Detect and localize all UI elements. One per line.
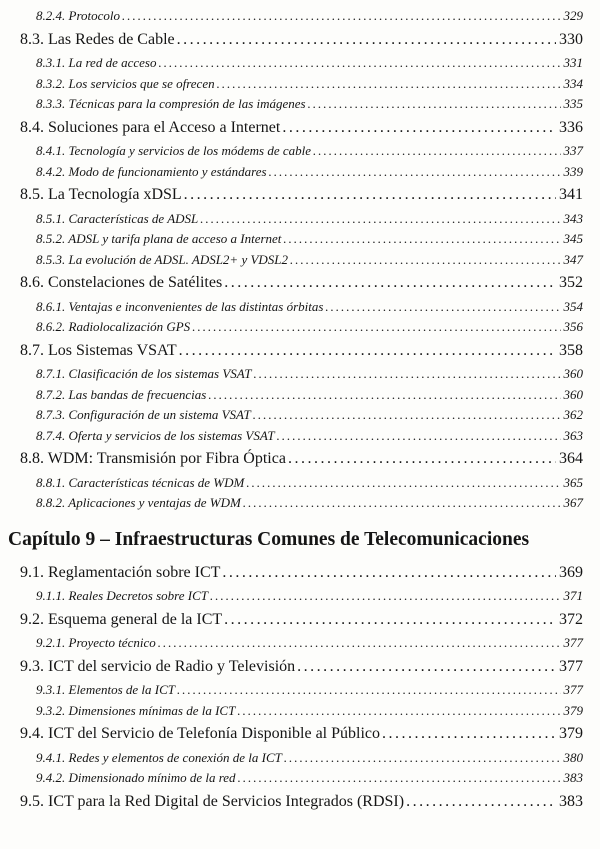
toc-entry-page-number: 379 <box>563 702 583 718</box>
toc-entry <box>8 747 583 768</box>
toc-entry-page-number: 372 <box>559 610 583 628</box>
dot-leader <box>222 563 556 582</box>
dot-leader <box>224 273 556 292</box>
toc-entry <box>8 606 583 633</box>
toc-entry-title: 8.3.1. La red de acceso <box>36 55 157 70</box>
toc-entry-title: 8.4. Soluciones para el Acceso a Internet <box>20 118 281 136</box>
toc-entry <box>8 114 583 141</box>
toc-entry <box>8 249 583 270</box>
dot-leader <box>282 118 556 137</box>
toc-entry-page-number: 356 <box>563 319 583 334</box>
toc-entry <box>8 585 583 606</box>
toc-entry-page-number: 367 <box>563 495 583 510</box>
dot-leader <box>246 475 560 490</box>
toc-entry-page-number: 364 <box>559 450 583 467</box>
toc-entry-title: 8.3.2. Los servicios que se ofrecen <box>36 75 215 91</box>
toc-entry-page-number: 363 <box>563 427 583 443</box>
toc-entry-title: 9.4. ICT del Servicio de Telefonía Disponible al Público <box>20 725 380 742</box>
toc-entry-title: 9.3. ICT del servicio de Radio y Televisión <box>20 657 296 675</box>
toc-entry <box>8 404 583 425</box>
toc-entry-page-number: 369 <box>559 563 583 581</box>
toc-entry-title: 9.5. ICT para la Red Digital de Servicios Integrados (RDSI) <box>20 792 405 810</box>
toc-entry-title: 8.5.3. La evolución de ADSL. ADSL2+ y VDSL2 <box>36 251 289 267</box>
toc-entry-page-number: 339 <box>563 163 583 179</box>
toc-entry-title: 8.8.2. Aplicaciones y ventajas de WDM <box>36 495 241 510</box>
toc-entry-page-number: 383 <box>563 770 583 785</box>
dot-leader <box>200 211 560 226</box>
toc-entry-title: 8.8. WDM: Transmisión por Fibra Óptica <box>20 450 286 467</box>
dot-leader <box>192 319 560 334</box>
toc-entry-title: 8.7. Los Sistemas VSAT <box>20 341 177 359</box>
toc-entry-page-number: 331 <box>563 55 583 70</box>
dot-leader <box>177 30 556 49</box>
dot-leader <box>184 185 556 204</box>
toc-entry-page-number: 377 <box>563 635 583 650</box>
toc-entry-title: 8.6.2. Radiolocalización GPS <box>36 319 191 334</box>
toc-entry <box>8 700 583 721</box>
toc-entry <box>8 363 583 384</box>
toc-entry <box>8 720 583 747</box>
toc-entry-title: 9.4.2. Dimensionado mínimo de la red <box>36 770 236 785</box>
toc-entry-page-number: 380 <box>563 749 583 765</box>
toc-entry <box>8 425 583 446</box>
toc-entry-page-number: 343 <box>563 210 583 226</box>
toc-entry-title: 8.8.1. Características técnicas de WDM <box>36 474 245 490</box>
dot-leader <box>297 657 556 676</box>
toc-entry-page-number: 371 <box>563 588 583 603</box>
toc-entry-page-number: 358 <box>559 341 583 359</box>
toc-entry <box>8 653 583 680</box>
toc-entry-page-number: 377 <box>563 682 583 697</box>
dot-leader <box>122 8 560 23</box>
toc-entry-title: 8.4.1. Tecnología y servicios de los módems de cable <box>36 143 311 158</box>
toc-entry-title: 8.6. Constelaciones de Satélites <box>20 274 223 291</box>
toc-entry-title: 8.7.1. Clasificación de los sistemas VSAT <box>36 366 252 381</box>
toc-entry <box>8 228 583 249</box>
toc-entry-page-number: 345 <box>563 231 583 246</box>
dot-leader <box>158 55 560 70</box>
toc-entry-title: 8.7.2. Las bandas de frecuencias <box>36 386 207 402</box>
chapter-heading: Capítulo 9 – Infraestructuras Comunes de Telecomunicaciones <box>8 528 530 550</box>
toc-entry-title: 8.3.3. Técnicas para la compresión de las imágenes <box>36 96 306 111</box>
toc-entry-page-number: 383 <box>559 792 583 810</box>
toc-entry-page-number: 362 <box>563 407 583 422</box>
toc-entry-page-number: 360 <box>563 386 583 402</box>
toc-entry-title: 8.2.4. Protocolo <box>36 8 121 23</box>
toc-entry-title: 8.7.4. Oferta y servicios de los sistemas VSAT <box>36 427 275 443</box>
toc-entry-title: 8.5. La Tecnología xDSL <box>20 186 182 203</box>
toc-entry <box>8 472 583 493</box>
toc-entry-page-number: 337 <box>563 143 583 158</box>
dot-leader <box>208 387 560 402</box>
dot-leader <box>288 449 556 468</box>
toc-entry-page-number: 329 <box>563 8 583 23</box>
toc-entry-title: 9.1.1. Reales Decretos sobre ICT <box>36 588 208 603</box>
toc-entry <box>8 296 583 317</box>
toc-entry-page-number: 347 <box>563 251 583 267</box>
toc-entry <box>8 445 583 472</box>
dot-leader <box>158 635 561 650</box>
toc-entry-title: 9.2. Esquema general de la ICT <box>20 610 223 628</box>
dot-leader <box>237 703 560 718</box>
toc-entry-page-number: 365 <box>563 474 583 490</box>
dot-leader <box>269 164 561 179</box>
toc-entry-title: 8.5.1. Características de ADSL <box>36 210 199 226</box>
dot-leader <box>277 428 561 443</box>
toc-entry <box>8 767 583 788</box>
dot-leader <box>238 770 561 785</box>
dot-leader <box>217 76 561 91</box>
toc-entry <box>8 337 583 364</box>
toc-entry <box>8 26 583 53</box>
toc-entry <box>8 316 583 337</box>
toc-entry-page-number: 354 <box>563 298 583 314</box>
toc-entry-title: 9.3.1. Elementos de la ICT <box>36 682 176 697</box>
dot-leader <box>224 610 556 629</box>
dot-leader <box>308 96 561 111</box>
toc-entry-title: 8.4.2. Modo de funcionamiento y estándares <box>36 163 267 179</box>
toc-entry <box>8 559 583 586</box>
toc-entry <box>8 161 583 182</box>
toc-entry-page-number: 352 <box>559 274 583 291</box>
toc-entry <box>8 93 583 114</box>
toc-entry <box>8 492 583 513</box>
toc-entry-title: 9.3.2. Dimensiones mínimas de la ICT <box>36 702 236 718</box>
toc-entry <box>8 632 583 653</box>
toc-entry <box>8 269 583 296</box>
dot-leader <box>290 252 560 267</box>
dot-leader <box>179 341 556 360</box>
dot-leader <box>177 682 560 697</box>
toc-entry-page-number: 334 <box>563 75 583 91</box>
dot-leader <box>253 407 561 422</box>
dot-leader <box>210 588 561 603</box>
toc-entry <box>8 73 583 94</box>
toc-entry <box>8 679 583 700</box>
toc-entry-title: 8.3. Las Redes de Cable <box>20 30 175 48</box>
toc-entry-page-number: 379 <box>559 725 583 742</box>
toc-list <box>8 5 583 814</box>
dot-leader <box>283 231 560 246</box>
dot-leader <box>406 792 556 811</box>
toc-entry-page-number: 330 <box>559 30 583 48</box>
dot-leader <box>325 299 560 314</box>
toc-entry-page-number: 377 <box>559 657 583 675</box>
toc-entry-title: 9.1. Reglamentación sobre ICT <box>20 563 221 581</box>
toc-entry-title: 8.6.1. Ventajas e inconvenientes de las distintas órbitas <box>36 298 324 314</box>
toc-entry <box>8 788 583 815</box>
toc-entry <box>8 52 583 73</box>
toc-entry-page-number: 335 <box>563 96 583 111</box>
toc-entry <box>8 208 583 229</box>
toc-entry <box>8 5 583 26</box>
toc-entry-title: 9.4.1. Redes y elementos de conexión de la ICT <box>36 749 282 765</box>
dot-leader <box>243 495 561 510</box>
toc-entry-title: 9.2.1. Proyecto técnico <box>36 635 156 650</box>
dot-leader <box>253 366 560 381</box>
toc-entry-page-number: 336 <box>559 118 583 136</box>
toc-entry-title: 8.7.3. Configuración de un sistema VSAT <box>36 407 251 422</box>
toc-entry-page-number: 360 <box>563 366 583 381</box>
toc-entry <box>8 384 583 405</box>
dot-leader <box>284 750 561 765</box>
dot-leader <box>313 143 561 158</box>
dot-leader <box>382 724 556 743</box>
toc-entry <box>8 181 583 208</box>
toc-entry-title: 8.5.2. ADSL y tarifa plana de acceso a Internet <box>36 231 282 246</box>
toc-entry-page-number: 341 <box>559 186 583 203</box>
toc-entry <box>8 140 583 161</box>
